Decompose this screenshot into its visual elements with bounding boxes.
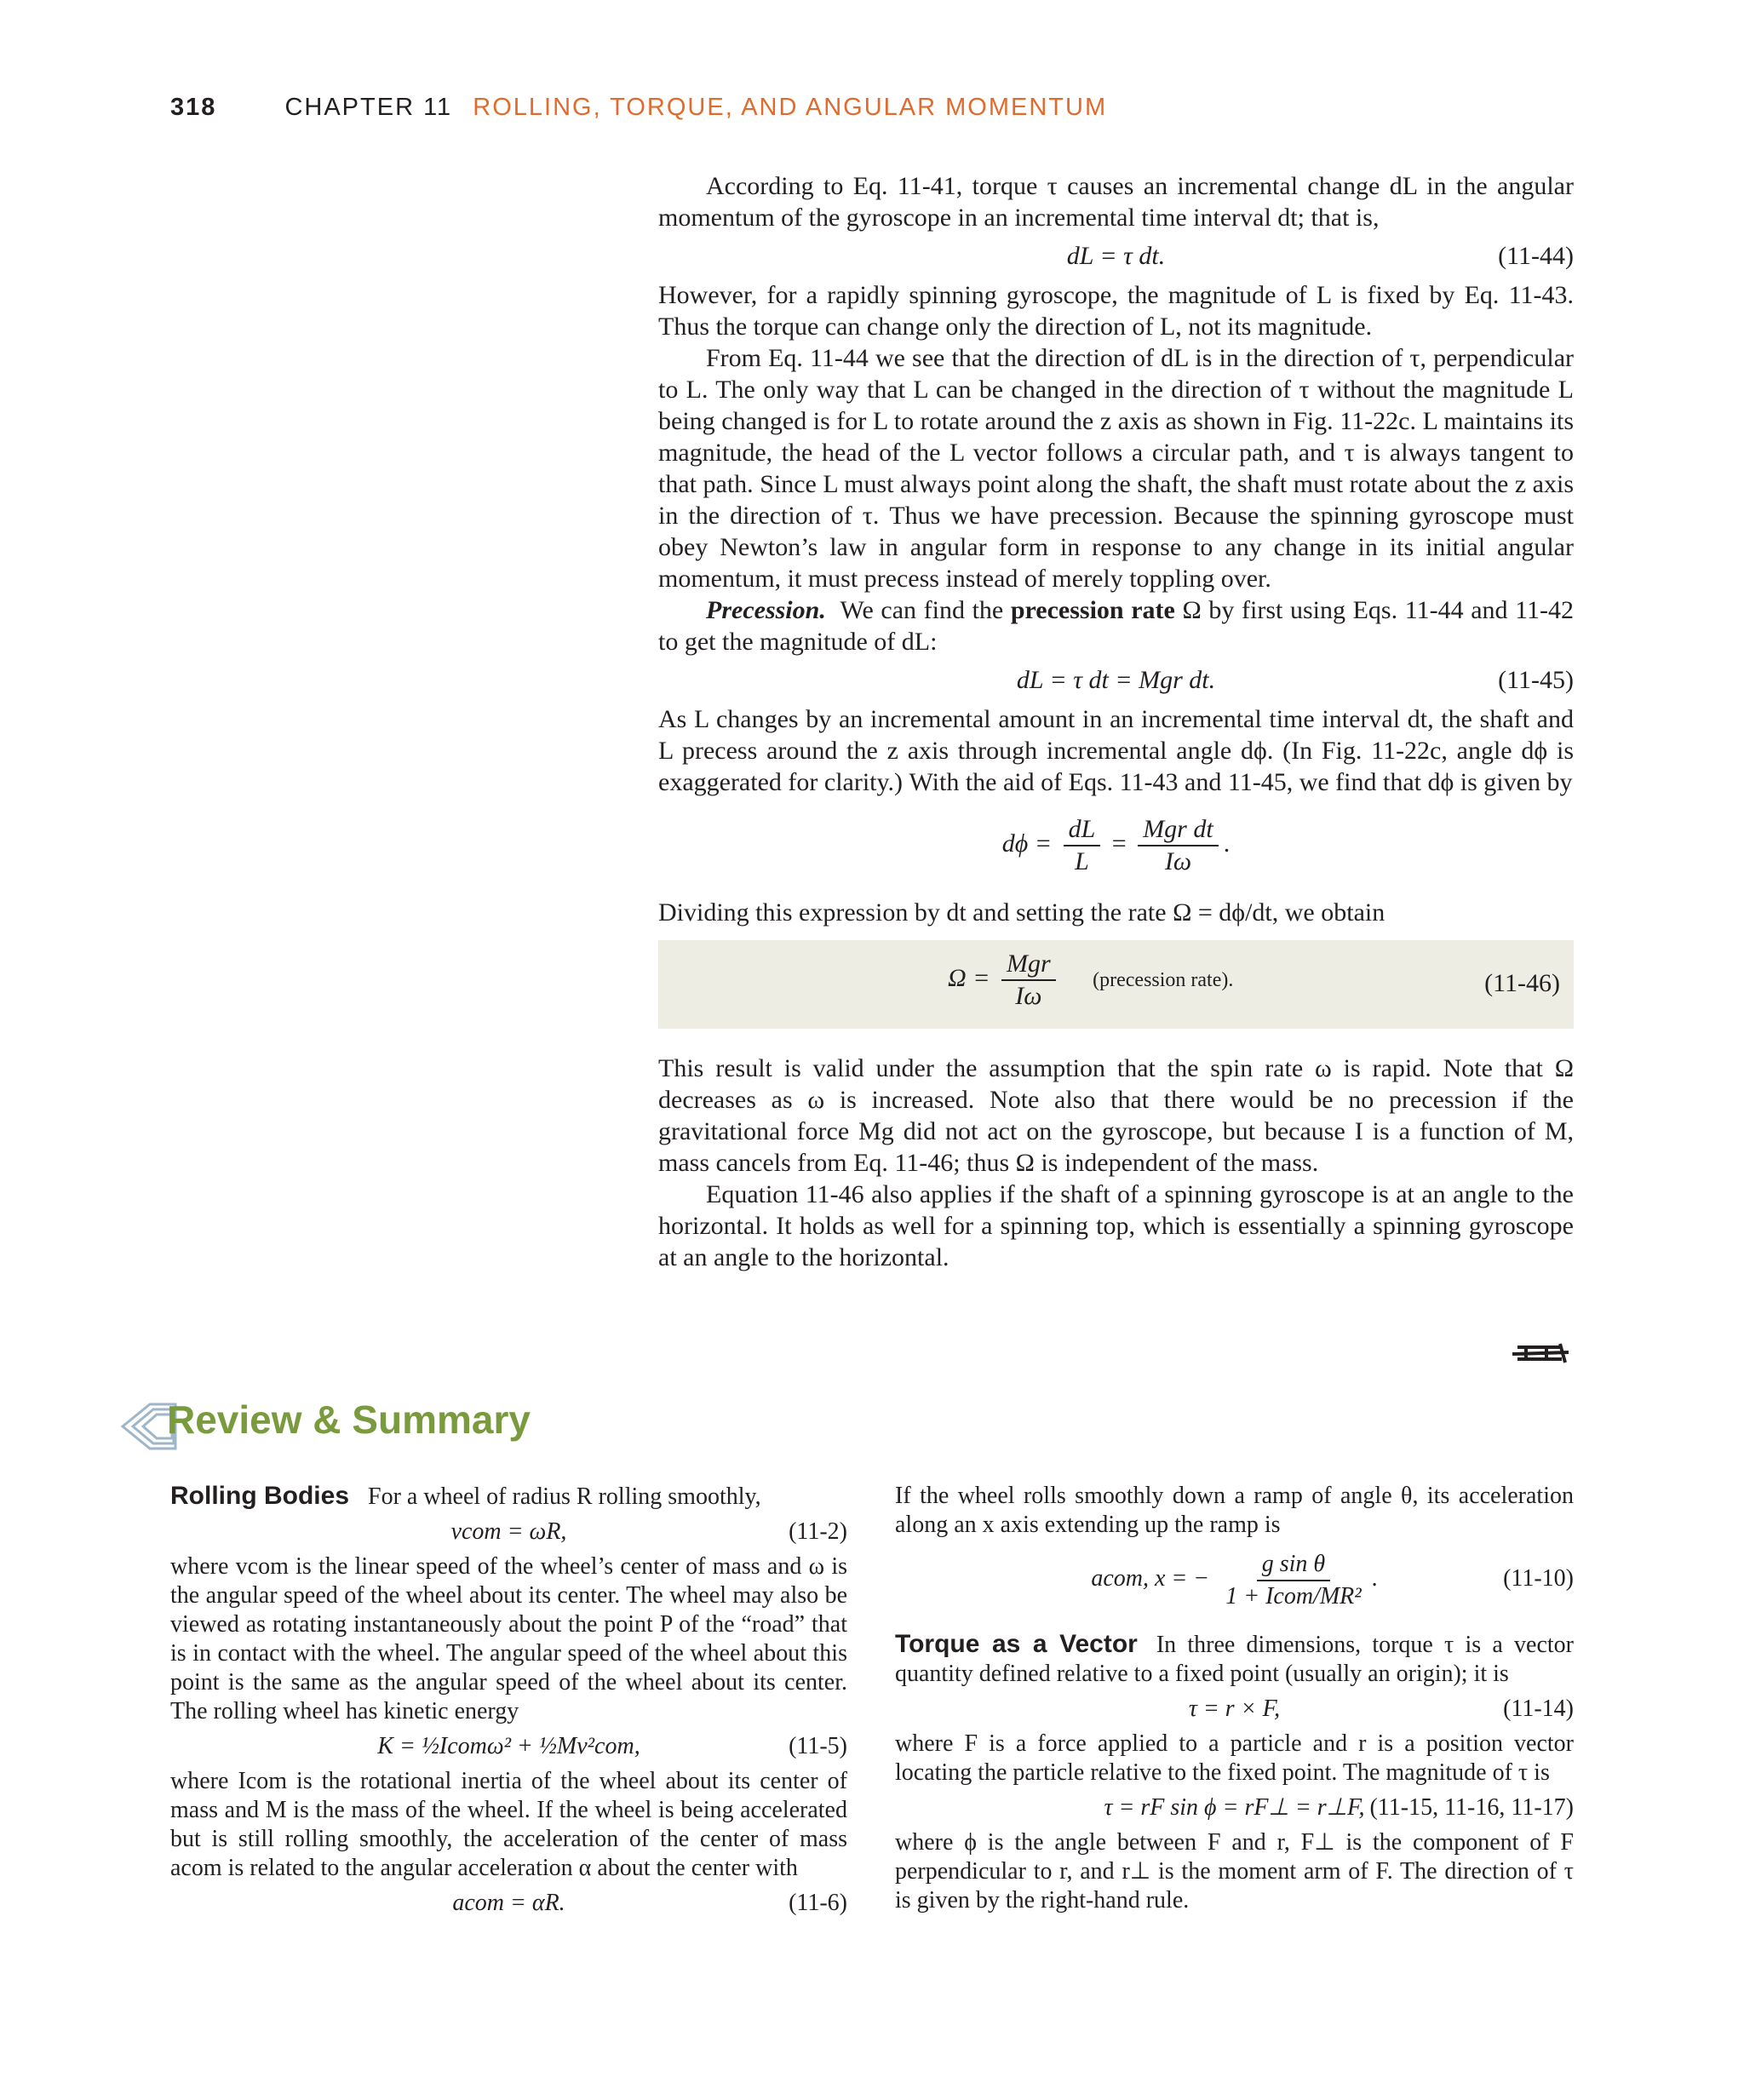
paragraph: where Icom is the rotational inertia of the wheel about its center of mass and M is the mass of the wheel. If the wheel is being accelerated but is still rolling smoothly, the acceleration of the center of mass acom is related to the angular acceleration α about the center with: [170, 1768, 847, 1881]
paragraph-precession: [658, 594, 1574, 657]
section-heading-torque: Torque as a Vector: [895, 1630, 1138, 1658]
text-run: For a wheel of radius R rolling smoothly,: [368, 1483, 761, 1510]
equation-11-14: [895, 1690, 1574, 1728]
period: .: [1223, 829, 1231, 858]
equation-body: τ = r × F,: [1188, 1695, 1281, 1722]
numerator: Mgr dt: [1138, 814, 1219, 846]
paragraph: However, for a rapidly spinning gyroscope, the magnitude of L is fixed by Eq. 11-43. Thus the torque can change only the direction of L, not its magnitude.: [658, 281, 1574, 341]
text-run: In three dimensions, torque τ is a vector quantity defined relative to a fixed point (usually an origin); it is: [895, 1632, 1574, 1687]
highlighted-equation-11-46: [658, 940, 1574, 1029]
numerator: g sin θ: [1257, 1549, 1330, 1581]
chapter-label: CHAPTER 11: [284, 94, 453, 121]
equation-number: (11-15, 11-16, 11-17): [1369, 1794, 1574, 1821]
paragraph: Equation 11-46 also applies if the shaft of a spinning gyroscope is at an angle to the horizontal. It holds as well for a spinning top, which is essentially a spinning gyroscope at an angle to the horizontal.: [658, 1180, 1574, 1271]
equation-number: (11-14): [1503, 1695, 1574, 1722]
equation-body: vcom = ωR,: [450, 1518, 567, 1545]
denominator: Iω: [1164, 847, 1192, 876]
period: .: [1371, 1565, 1378, 1592]
equation-body: acom = αR.: [452, 1890, 565, 1916]
equation-11-10: [895, 1545, 1574, 1613]
fraction: [1064, 814, 1101, 877]
equation-number: (11-10): [1503, 1565, 1574, 1592]
paragraph: According to Eq. 11-41, torque τ causes an incremental change dL in the angular momentum of the gyroscope in an incremental time interval dt; that is,: [658, 172, 1574, 232]
equation-11-15: [895, 1789, 1574, 1827]
equation-number: (11-46): [1484, 969, 1560, 997]
fraction: [1220, 1549, 1366, 1612]
term-precession-rate: precession rate: [1010, 596, 1175, 624]
equation-number: (11-6): [789, 1890, 847, 1916]
fraction: [1001, 949, 1056, 1012]
equation-body: dL = τ dt.: [1066, 242, 1166, 270]
run-in-heading: Precession.: [706, 596, 826, 624]
airplane-icon: [1509, 1339, 1572, 1369]
equation-11-5: [170, 1728, 847, 1765]
paragraph: If the wheel rolls smoothly down a ramp of angle θ, its acceleration along an x axis extending up the ramp is: [895, 1483, 1574, 1538]
equals-sign: =: [1111, 829, 1127, 858]
section-heading-rolling: Rolling Bodies: [170, 1482, 349, 1510]
denominator: L: [1075, 847, 1089, 876]
equation-number: (11-45): [1498, 666, 1574, 694]
paragraph: Dividing this expression by dt and setting the rate Ω = dϕ/dt, we obtain: [658, 898, 1385, 927]
equation-number: (11-44): [1498, 242, 1574, 270]
paragraph: From Eq. 11-44 we see that the direction of dL is in the direction of τ, perpendicular to L. The only way that L can be changed in the direction of τ without the magnitude L being changed is for L to rotate around the z axis as shown in Fig. 11-22c. L maintains its magnitude, the head of the L vector follows a circular path, and τ is always tangent to that path. Since L must always point along the shaft, the shaft must rotate about the z axis in the direction of τ. Thus we have precession. Because the spinning gyroscope must obey Newton’s law in angular form in response to any change in its initial angular momentum, it must precess instead of merely toppling over.: [658, 344, 1574, 593]
equation-lhs: Ω =: [948, 963, 990, 992]
text-run: We can find the: [840, 596, 1004, 624]
equation-lhs: dϕ =: [1001, 829, 1053, 858]
paragraph: This result is valid under the assumption that the spin rate ω is rapid. Note that Ω decreases as ω is increased. Note also that there would be no precession if the gravitational force Mg did not act on the gyroscope, but because I is a function of M, mass cancels from Eq. 11-46; thus Ω is independent of the mass.: [658, 1054, 1574, 1177]
main-text-column: [658, 170, 1574, 1273]
equation-11-45: [658, 659, 1574, 702]
equation-number: (11-2): [789, 1518, 847, 1545]
equation-11-6: [170, 1885, 847, 1922]
denominator: Iω: [1015, 982, 1042, 1010]
fraction: [1138, 814, 1219, 877]
equation-note: (precession rate).: [1093, 968, 1234, 991]
equation-number: (11-5): [789, 1733, 847, 1759]
review-right-column: [895, 1482, 1574, 1915]
paragraph: As L changes by an incremental amount in an incremental time interval dt, the shaft and L precess around the z axis through incremental angle dϕ. (In Fig. 11-22c, angle dϕ is exaggerated for clarity.) With the aid of Eqs. 11-43 and 11-45, we find that dϕ is given by: [658, 705, 1574, 796]
review-summary-title: Review & Summary: [167, 1397, 531, 1442]
equation-11-44: [658, 235, 1574, 278]
equation-dphi: [658, 803, 1574, 885]
text-run: Ω by first using Eqs. 11-44 and 11-42 to get the magnitude of dL:: [658, 596, 1575, 656]
equation-lhs: acom, x = −: [1091, 1565, 1210, 1592]
paragraph-rolling: [170, 1482, 847, 1512]
denominator: 1 + Icom/MR²: [1225, 1582, 1362, 1609]
paragraph-torque: [895, 1630, 1574, 1689]
review-left-column: [170, 1482, 847, 1924]
page-number: 318: [170, 94, 217, 121]
equation-11-2: [170, 1513, 847, 1551]
paragraph: where F is a force applied to a particle and r is a position vector locating the particle relative to the fixed point. The magnitude of τ is: [895, 1730, 1574, 1786]
equation-body: τ = rF sin ϕ = rF⊥ = r⊥F,: [1104, 1794, 1365, 1821]
paragraph: where ϕ is the angle between F and r, F⊥ is the component of F perpendicular to r, and r⊥ is the moment arm of F. The direction of τ is given by the right-hand rule.: [895, 1829, 1574, 1914]
running-header: [170, 94, 1107, 122]
numerator: dL: [1064, 814, 1101, 846]
chapter-title: ROLLING, TORQUE, AND ANGULAR MOMENTUM: [473, 94, 1108, 121]
equation-body: dL = τ dt = Mgr dt.: [1016, 666, 1216, 694]
equation-body: K = ½Icomω² + ½Mv²com,: [377, 1733, 640, 1759]
numerator: Mgr: [1001, 949, 1056, 981]
paragraph: where vcom is the linear speed of the wheel’s center of mass and ω is the angular speed of the wheel about its center. The wheel may also be viewed as rotating instantaneously about the point P of the “road” that is in contact with the wheel. The angular speed of the wheel about this point is the same as the angular speed of the wheel about its center. The rolling wheel has kinetic energy: [170, 1553, 847, 1724]
